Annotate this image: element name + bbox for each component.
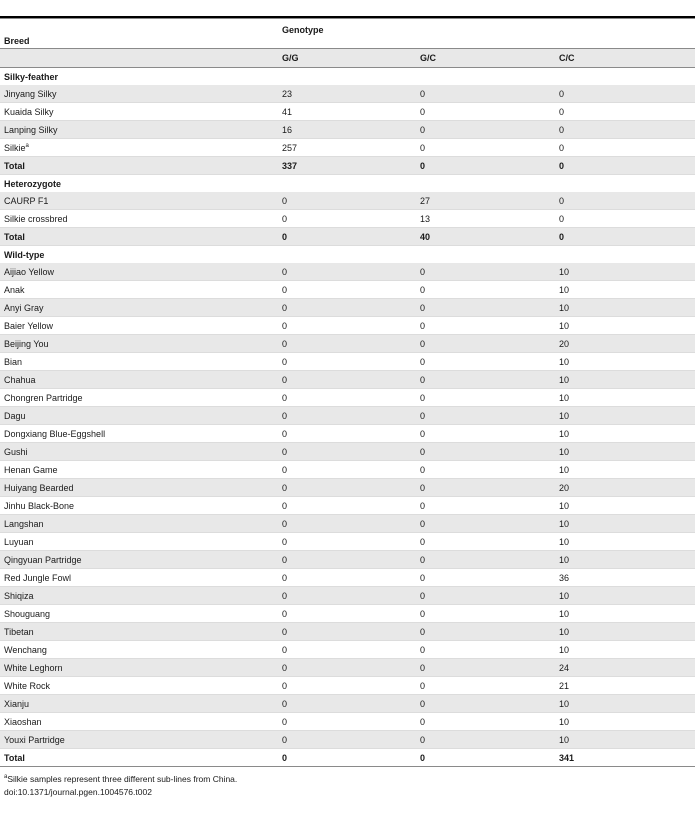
table-row: [0, 139, 695, 157]
count-gc-cell: 0: [416, 533, 555, 551]
breed-name: Langshan: [4, 518, 44, 529]
table-row: [0, 569, 695, 587]
breed-cell: [0, 210, 278, 228]
count-cc-cell: 10: [555, 299, 695, 317]
count-gg-cell: 0: [278, 749, 416, 767]
count-cc-cell: 10: [555, 443, 695, 461]
count-gc-cell: 0: [416, 695, 555, 713]
header-gc: G/C: [416, 49, 555, 68]
table-row: [0, 605, 695, 623]
count-cc-cell: 10: [555, 587, 695, 605]
breed-cell: [0, 407, 278, 425]
count-gc-cell: 0: [416, 479, 555, 497]
count-gg-cell: 0: [278, 371, 416, 389]
breed-cell: [0, 85, 278, 103]
footnote-marker: a: [4, 774, 8, 781]
count-cc-cell: 10: [555, 317, 695, 335]
count-gc-cell: 0: [416, 443, 555, 461]
count-cc-cell: 10: [555, 371, 695, 389]
section-title: Silky-feather: [0, 68, 695, 86]
count-gc-cell: 13: [416, 210, 555, 228]
breed-name: Aijiao Yellow: [4, 266, 55, 277]
breed-name: Qingyuan Partridge: [4, 554, 82, 565]
table-row: [0, 443, 695, 461]
table-row: [0, 677, 695, 695]
breed-name: Dagu: [4, 410, 26, 421]
table-row: [0, 713, 695, 731]
count-cc-cell: 10: [555, 497, 695, 515]
breed-name: Total: [4, 160, 25, 171]
count-cc-cell: 0: [555, 103, 695, 121]
table-row: [0, 103, 695, 121]
doi-text: doi:10.1371/journal.pgen.1004576.t002: [4, 787, 152, 797]
header-genotype: Genotype: [278, 19, 695, 49]
count-gg-cell: 0: [278, 587, 416, 605]
count-gc-cell: 0: [416, 157, 555, 175]
table-row: [0, 587, 695, 605]
count-cc-cell: 0: [555, 228, 695, 246]
count-gg-cell: 0: [278, 515, 416, 533]
count-gc-cell: 0: [416, 515, 555, 533]
count-gc-cell: 0: [416, 103, 555, 121]
count-cc-cell: 0: [555, 157, 695, 175]
footnote-marker-ref: a: [25, 142, 29, 149]
section-title: Wild-type: [0, 246, 695, 264]
count-gg-cell: 337: [278, 157, 416, 175]
header-breed: Breed: [0, 19, 278, 49]
table-row: [0, 479, 695, 497]
breed-cell: [0, 515, 278, 533]
breed-name: Huiyang Bearded: [4, 482, 74, 493]
count-cc-cell: 21: [555, 677, 695, 695]
breed-name: Anak: [4, 284, 25, 295]
breed-cell: [0, 371, 278, 389]
breed-name: Silkie: [4, 142, 26, 153]
genotype-table-figure: [0, 16, 695, 799]
breed-cell: [0, 731, 278, 749]
breed-name: Beijing You: [4, 338, 49, 349]
breed-name: White Leghorn: [4, 662, 63, 673]
breed-cell: [0, 641, 278, 659]
breed-cell: [0, 533, 278, 551]
count-gc-cell: 0: [416, 371, 555, 389]
count-gc-cell: 0: [416, 677, 555, 695]
count-gc-cell: 0: [416, 569, 555, 587]
breed-name: Shiqiza: [4, 590, 34, 601]
table-row: [0, 407, 695, 425]
count-cc-cell: 10: [555, 263, 695, 281]
breed-name: Anyi Gray: [4, 302, 44, 313]
count-gc-cell: 0: [416, 749, 555, 767]
count-gc-cell: 0: [416, 335, 555, 353]
count-cc-cell: 10: [555, 407, 695, 425]
count-gg-cell: 0: [278, 353, 416, 371]
table-row: [0, 335, 695, 353]
breed-cell: [0, 497, 278, 515]
count-gc-cell: 0: [416, 497, 555, 515]
total-row: [0, 228, 695, 246]
count-cc-cell: 10: [555, 731, 695, 749]
count-gg-cell: 0: [278, 479, 416, 497]
table-row: [0, 192, 695, 210]
breed-cell: [0, 443, 278, 461]
breed-name: Baier Yellow: [4, 320, 54, 331]
total-row: [0, 749, 695, 767]
table-row: [0, 317, 695, 335]
breed-name: Red Jungle Fowl: [4, 572, 72, 583]
count-gc-cell: 0: [416, 121, 555, 139]
table-row: [0, 425, 695, 443]
breed-name: CAURP F1: [4, 195, 49, 206]
count-cc-cell: 20: [555, 335, 695, 353]
breed-cell: [0, 157, 278, 175]
count-gc-cell: 0: [416, 713, 555, 731]
table-row: [0, 371, 695, 389]
table-row: [0, 497, 695, 515]
breed-cell: [0, 192, 278, 210]
count-gc-cell: 0: [416, 389, 555, 407]
breed-name: Wenchang: [4, 644, 47, 655]
count-gc-cell: 0: [416, 299, 555, 317]
footnote: [4, 773, 695, 786]
table-row: [0, 121, 695, 139]
count-cc-cell: 10: [555, 641, 695, 659]
count-gc-cell: 0: [416, 85, 555, 103]
breed-name: Jinyang Silky: [4, 88, 57, 99]
count-gg-cell: 0: [278, 228, 416, 246]
header-gg: G/G: [278, 49, 416, 68]
breed-cell: [0, 281, 278, 299]
breed-name: Bian: [4, 356, 23, 367]
count-gg-cell: 0: [278, 713, 416, 731]
count-cc-cell: 0: [555, 85, 695, 103]
count-cc-cell: 24: [555, 659, 695, 677]
header-row-top: [0, 19, 695, 49]
breed-cell: [0, 695, 278, 713]
count-gg-cell: 0: [278, 641, 416, 659]
count-cc-cell: 0: [555, 192, 695, 210]
count-cc-cell: 10: [555, 623, 695, 641]
breed-name: Kuaida Silky: [4, 106, 54, 117]
total-row: [0, 157, 695, 175]
count-gg-cell: 0: [278, 623, 416, 641]
count-gg-cell: 0: [278, 443, 416, 461]
count-cc-cell: 20: [555, 479, 695, 497]
table-row: [0, 641, 695, 659]
count-cc-cell: 10: [555, 515, 695, 533]
count-gg-cell: 0: [278, 425, 416, 443]
count-gc-cell: 0: [416, 407, 555, 425]
count-cc-cell: 0: [555, 121, 695, 139]
count-gg-cell: 0: [278, 677, 416, 695]
breed-cell: [0, 103, 278, 121]
count-gc-cell: 0: [416, 605, 555, 623]
count-gg-cell: 23: [278, 85, 416, 103]
count-gc-cell: 0: [416, 623, 555, 641]
header-row-genotypes: [0, 49, 695, 68]
count-gg-cell: 0: [278, 497, 416, 515]
section-header-row: [0, 68, 695, 86]
count-gg-cell: 0: [278, 263, 416, 281]
count-cc-cell: 0: [555, 139, 695, 157]
breed-name: Lanping Silky: [4, 124, 58, 135]
count-gg-cell: 0: [278, 407, 416, 425]
breed-name: Xianju: [4, 698, 30, 709]
table-row: [0, 695, 695, 713]
count-gg-cell: 0: [278, 533, 416, 551]
breed-cell: [0, 551, 278, 569]
breed-name: Luyuan: [4, 536, 34, 547]
count-cc-cell: 10: [555, 533, 695, 551]
count-gg-cell: 0: [278, 695, 416, 713]
table-row: [0, 263, 695, 281]
count-gc-cell: 0: [416, 425, 555, 443]
count-cc-cell: 10: [555, 713, 695, 731]
breed-cell: [0, 263, 278, 281]
count-gc-cell: 40: [416, 228, 555, 246]
count-gg-cell: 0: [278, 281, 416, 299]
header-empty: [0, 49, 278, 68]
count-cc-cell: 10: [555, 425, 695, 443]
table-row: [0, 731, 695, 749]
count-gg-cell: 0: [278, 389, 416, 407]
breed-cell: [0, 121, 278, 139]
table-row: [0, 461, 695, 479]
breed-name: Youxi Partridge: [4, 734, 65, 745]
breed-cell: [0, 389, 278, 407]
breed-name: Silkie crossbred: [4, 213, 68, 224]
count-cc-cell: 10: [555, 353, 695, 371]
count-gc-cell: 0: [416, 263, 555, 281]
breed-name: Chahua: [4, 374, 36, 385]
count-cc-cell: 10: [555, 461, 695, 479]
count-gg-cell: 0: [278, 605, 416, 623]
breed-cell: [0, 353, 278, 371]
breed-name: Xiaoshan: [4, 716, 42, 727]
count-gc-cell: 0: [416, 551, 555, 569]
table-row: [0, 515, 695, 533]
count-gg-cell: 0: [278, 731, 416, 749]
table-row: [0, 551, 695, 569]
count-gg-cell: 0: [278, 299, 416, 317]
breed-cell: [0, 317, 278, 335]
count-cc-cell: 10: [555, 551, 695, 569]
table-footer: [0, 767, 695, 799]
genotype-table: [0, 18, 695, 767]
count-gc-cell: 0: [416, 731, 555, 749]
footnote-text: Silkie samples represent three different sub-lines from China.: [7, 774, 238, 784]
table-row: [0, 353, 695, 371]
count-gg-cell: 0: [278, 551, 416, 569]
table-row: [0, 659, 695, 677]
count-cc-cell: 10: [555, 281, 695, 299]
count-gc-cell: 0: [416, 461, 555, 479]
section-header-row: [0, 246, 695, 264]
count-gc-cell: 0: [416, 659, 555, 677]
count-cc-cell: 10: [555, 605, 695, 623]
count-gg-cell: 0: [278, 335, 416, 353]
breed-cell: [0, 228, 278, 246]
breed-name: Shouguang: [4, 608, 51, 619]
breed-cell: [0, 425, 278, 443]
count-cc-cell: 10: [555, 389, 695, 407]
count-gc-cell: 0: [416, 587, 555, 605]
count-cc-cell: 36: [555, 569, 695, 587]
count-gc-cell: 0: [416, 281, 555, 299]
table-row: [0, 210, 695, 228]
count-gc-cell: 0: [416, 353, 555, 371]
table-row: [0, 389, 695, 407]
breed-cell: [0, 587, 278, 605]
count-cc-cell: 10: [555, 695, 695, 713]
breed-name: Gushi: [4, 446, 28, 457]
breed-name: Total: [4, 231, 25, 242]
section-header-row: [0, 175, 695, 193]
section-title: Heterozygote: [0, 175, 695, 193]
count-gg-cell: 257: [278, 139, 416, 157]
breed-cell: [0, 299, 278, 317]
breed-name: Dongxiang Blue-Eggshell: [4, 428, 106, 439]
header-cc: C/C: [555, 49, 695, 68]
breed-name: Total: [4, 752, 25, 763]
breed-cell: [0, 139, 278, 157]
count-gg-cell: 41: [278, 103, 416, 121]
breed-name: Jinhu Black-Bone: [4, 500, 75, 511]
breed-cell: [0, 749, 278, 767]
breed-cell: [0, 605, 278, 623]
table-row: [0, 623, 695, 641]
count-gg-cell: 0: [278, 210, 416, 228]
breed-cell: [0, 677, 278, 695]
table-row: [0, 281, 695, 299]
count-gc-cell: 0: [416, 317, 555, 335]
table-row: [0, 85, 695, 103]
table-body: [0, 68, 695, 767]
count-gc-cell: 0: [416, 641, 555, 659]
breed-name: White Rock: [4, 680, 51, 691]
count-cc-cell: 0: [555, 210, 695, 228]
count-gg-cell: 0: [278, 317, 416, 335]
breed-cell: [0, 713, 278, 731]
count-gg-cell: 0: [278, 192, 416, 210]
breed-cell: [0, 569, 278, 587]
table-row: [0, 299, 695, 317]
count-cc-cell: 341: [555, 749, 695, 767]
table-row: [0, 533, 695, 551]
count-gg-cell: 16: [278, 121, 416, 139]
count-gc-cell: 27: [416, 192, 555, 210]
breed-cell: [0, 479, 278, 497]
breed-cell: [0, 623, 278, 641]
breed-cell: [0, 335, 278, 353]
breed-name: Tibetan: [4, 626, 34, 637]
breed-cell: [0, 659, 278, 677]
count-gc-cell: 0: [416, 139, 555, 157]
count-gg-cell: 0: [278, 659, 416, 677]
count-gg-cell: 0: [278, 461, 416, 479]
breed-name: Chongren Partridge: [4, 392, 83, 403]
breed-cell: [0, 461, 278, 479]
count-gg-cell: 0: [278, 569, 416, 587]
breed-name: Henan Game: [4, 464, 58, 475]
